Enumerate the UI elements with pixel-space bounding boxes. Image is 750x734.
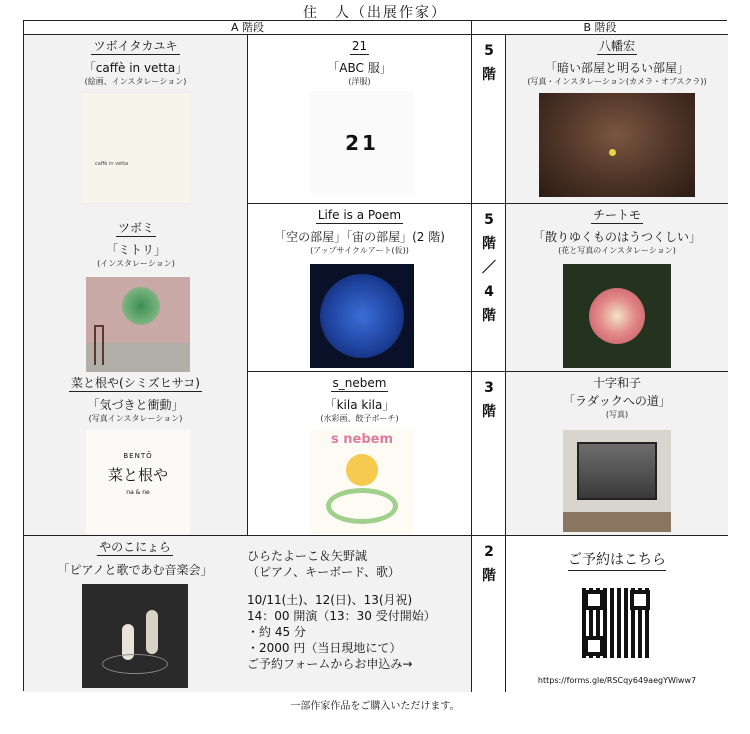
cell-tsuboi <box>24 35 248 385</box>
work-title: 「気づきと衝動」 <box>87 398 184 412</box>
cell-juji <box>506 372 728 536</box>
nanane-logo <box>86 430 190 534</box>
work-medium: (花と写真のインスタレーション) <box>558 246 676 255</box>
work-medium: (写真インスタレーション) <box>88 414 183 423</box>
artist-name: ツボミ <box>117 221 154 235</box>
logo-top: BENTŌ <box>123 452 153 460</box>
photo-caption: caffè in vetta <box>95 161 129 167</box>
artist-name: 菜と根や(シミズヒサコ) <box>71 376 200 390</box>
work-medium: (水彩画、餃子ポーチ) <box>320 414 399 423</box>
floor-5-4: 5 階 ／ 4 階 <box>472 204 506 372</box>
page-title: 住 人（出展作家） <box>303 5 447 21</box>
concert-info <box>247 544 436 672</box>
concert-price: ・2000 円（当日現地にて） <box>247 641 402 655</box>
work-title: 「caffè in vetta」 <box>83 61 188 75</box>
work-title: 「kila kila」 <box>324 398 395 412</box>
chitomo-photo <box>563 264 671 368</box>
artist-name: ツボイタカユキ <box>93 39 178 53</box>
artist-name: 21 <box>351 39 368 53</box>
logo-bottom: na & ne <box>126 489 150 496</box>
yanoko-illustration <box>82 584 188 688</box>
performers: ひらたよーこ＆矢野誠 <box>247 549 368 563</box>
logo-text: 21 <box>345 131 379 155</box>
logo-text: s nebem <box>330 432 393 447</box>
concert-dates: 10/11(土)、12(日)、13(月祝) <box>247 593 413 607</box>
work-title: 「空の部屋」「宙の部屋」(2 階) <box>274 230 445 244</box>
work-title: 「ABC 服」 <box>327 61 392 75</box>
snebem-illustration <box>310 430 414 534</box>
cell-tsubomi <box>24 217 248 385</box>
cell-21 <box>248 35 472 204</box>
reservation-cell <box>506 536 728 692</box>
exhibitor-table <box>23 20 727 691</box>
work-medium: (写真) <box>605 410 629 419</box>
cell-chitomo <box>506 204 728 372</box>
cell-nanane <box>24 372 248 536</box>
floor-2: 2 階 <box>472 536 506 692</box>
cell-yahata <box>506 35 728 204</box>
instruments: （ピアノ、キーボード、歌） <box>247 565 401 579</box>
yahata-photo <box>539 93 695 197</box>
work-title: 「暗い部屋と明るい部屋」 <box>544 61 689 75</box>
artist-name: チートモ <box>592 208 641 222</box>
cell-life-is-a-poem <box>248 204 472 372</box>
work-title: 「ピアノと歌であむ音楽会」 <box>57 563 213 577</box>
reservation-url[interactable]: https://forms.gle/RSCqy649aegYWiww7 <box>537 676 697 685</box>
artist-name: s_nebem <box>332 376 387 390</box>
work-medium: (絵画、インスタレーション) <box>84 77 187 86</box>
work-title: 「ミトリ」 <box>105 243 166 257</box>
artist-name: やのこにょら <box>99 540 171 554</box>
logo-21 <box>310 91 414 195</box>
cell-s-nebem <box>248 372 472 536</box>
work-medium: (写真・インスタレーション(カメラ・オブスクラ)) <box>527 77 707 86</box>
work-medium: (洋服) <box>348 77 371 86</box>
floor-3: 3 階 <box>472 372 506 536</box>
juji-photo <box>563 430 671 532</box>
concert-duration: ・約 45 分 <box>247 625 306 639</box>
tsubomi-photo <box>86 277 190 381</box>
artist-name: Life is a Poem <box>317 208 402 222</box>
life-photo <box>310 264 414 368</box>
header-b-stairs: B 階段 <box>472 21 728 35</box>
apply-link[interactable]: ご予約フォームからお申込み→ <box>247 657 413 671</box>
reservation-title: ご予約はこちら <box>568 550 666 571</box>
qr-code[interactable] <box>582 588 652 658</box>
tsuboi-photo <box>80 92 192 204</box>
concert-time: 14：00 開演（13：30 受付開始） <box>247 609 436 623</box>
work-medium: (アップサイクルアート(仮)) <box>310 246 409 255</box>
footer-note: 一部作家作品をご購入いただけます。 <box>290 701 460 712</box>
floor-5: 5 階 <box>472 35 506 204</box>
work-medium: (インスタレーション) <box>97 259 175 268</box>
work-title: 「ラダックへの道」 <box>563 394 671 408</box>
artist-name: 十字和子 <box>592 376 641 390</box>
header-a-stairs: A 階段 <box>24 21 472 35</box>
work-title: 「散りゆくものはうつくしい」 <box>532 230 701 244</box>
logo-main: 菜と根や <box>107 466 168 484</box>
artist-name: 八幡宏 <box>598 39 635 53</box>
